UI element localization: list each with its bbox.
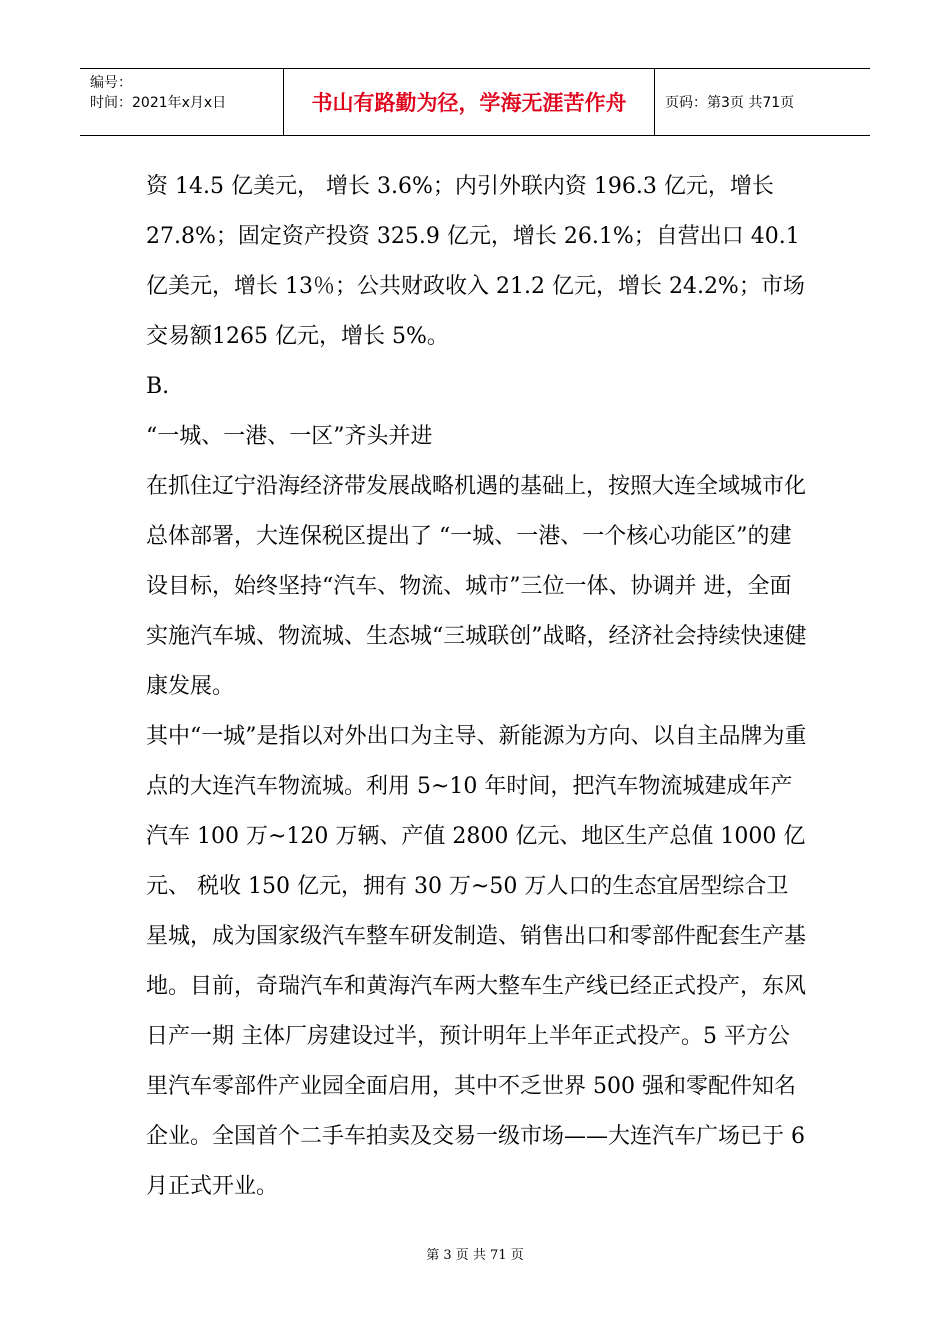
paragraph-statistics: 资 14.5 亿美元， 增长 3.6%；内引外联内资 196.3 亿元，增长 27.8%；固定资产投资 325.9 亿元，增长 26.1%；自营出口 40.1 亿美元，增长 13％；公共财政收入 21.2 亿元，增长 24.2%；市场交易额1265 亿元，增长 5%。	[146, 174, 805, 349]
header-meta	[80, 69, 283, 135]
page-footer: 第 3 页 共 71 页	[426, 1248, 524, 1263]
section-label: B.	[146, 374, 170, 399]
document-body	[146, 162, 810, 1212]
document-number-label: 编号：	[90, 75, 132, 91]
header-page-info: 页码：第3页 共71页	[665, 95, 795, 111]
header-motto: 书山有路勤为径，学海无涯苦作舟	[283, 69, 655, 135]
paragraph-strategy: 在抓住辽宁沿海经济带发展战略机遇的基础上，按照大连全域城市化总体部署，大连保税区提出了 “一城、一港、一个核心功能区”的建设目标，始终坚持“汽车、物流、城市”三位一体、协调并 进，全面实施汽车城、物流城、生态城“三城联创”战略，经济社会持续快速健康发展。	[146, 474, 807, 699]
document-time-label: 时间：2021年x月x日	[90, 95, 227, 111]
paragraph-auto-city: 其中“一城”是指以对外出口为主导、新能源为方向、以自主品牌为重点的大连汽车物流城。利用 5~10 年时间，把汽车物流城建成年产汽车 100 万~120 万辆、产值 2800 亿元、地区生产总值 1000 亿元、 税收 150 亿元，拥有 30 万~50 万人口的生态宜居型综合卫星城，成为国家级汽车整车研发制造、销售出口和零部件配套生产基地。目前，奇瑞汽车和黄海汽车两大整车生产线已经正式投产，东风日产一期 主体厂房建设过半，预计明年上半年正式投产。5 平方公里汽车零部件产业园全面启用，其中不乏世界 500 强和零配件知名企业。全国首个二手车拍卖及交易一级市场——大连汽车广场已于 6 月正式开业。	[146, 724, 807, 1199]
section-heading: “一城、一港、一区”齐头并进	[146, 424, 433, 449]
page-header	[80, 68, 870, 136]
